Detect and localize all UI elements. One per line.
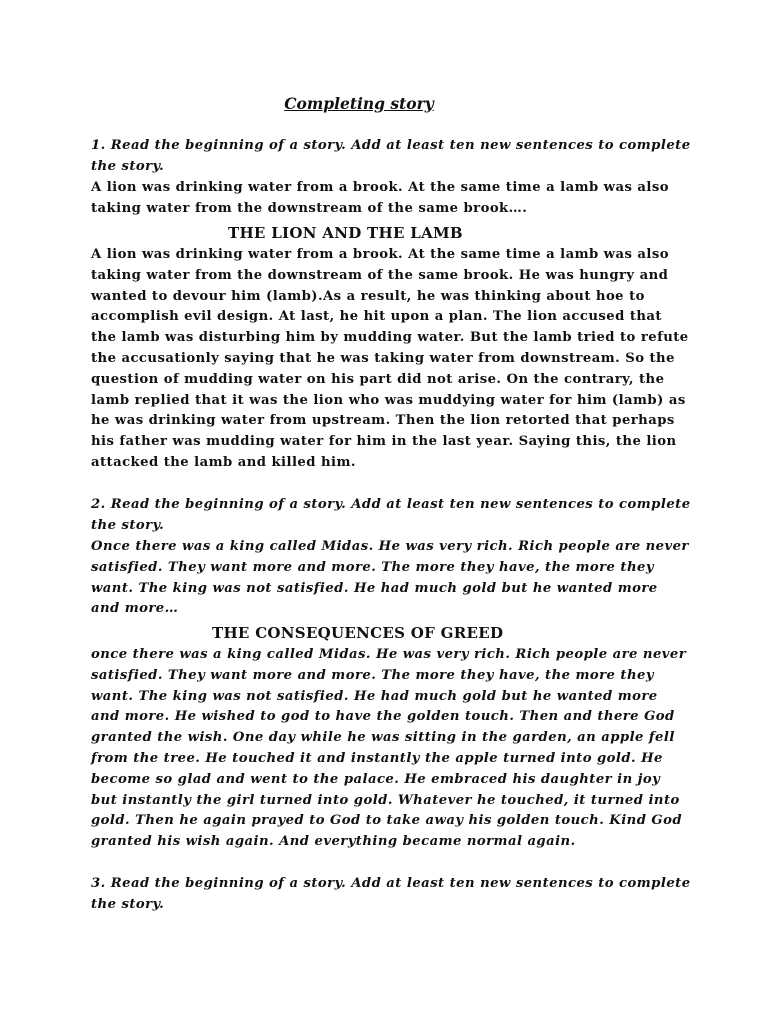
section-2-story: once there was a king called Midas. He was very rich. Rich people are never satisfied. They want more and more. The more they have, the more they want. The king was not satisfied. He had much gold but he wanted more and more. He wished to god to have the golden touch. Then and there God granted the wish. One day while he was sitting in the garden, an apple fell from the tree. He touched it and instantly the apple turned into gold. He become so glad and went to the palace. He embraced his daughter in joy but instantly the girl turned into gold. Whatever he touched, it turned into gold. Then he again prayed to God to take away his golden touch. Kind God granted his wish again. And everything became normal again. <box>91 647 687 850</box>
page-title: Completing story <box>284 94 434 113</box>
section-1-story: A lion was drinking water from a brook. At the same time a lamb was also taking water from the downstream of the same brook. He was hungry and wanted to devour him (lamb).As a result, he was thinking about hoe to accomplish evil design. At last, he hit upon a plan. The lion accused that the lamb was disturbing him by mudding water. But the lamb tried to refute the accusationly saying that he was taking water from downstream. So the question of mudding water on his part did not arise. On the contrary, the lamb replied that it was the lion who was muddying water for him (lamb) as he was drinking water from upstream. Then the lion retorted that perhaps his father was mudding water for him in the last year. Saying this, the lion attacked the lamb and killed him. <box>91 247 689 470</box>
section-3-instruction: 3. Read the beginning of a story. Add at least ten new sentences to complete the story. <box>91 876 691 912</box>
section-2-instruction: 2. Read the beginning of a story. Add at least ten new sentences to complete the story. <box>91 497 691 533</box>
section-1-instruction: 1. Read the beginning of a story. Add at least ten new sentences to complete the story. <box>91 138 691 174</box>
section-2-story-title: THE CONSEQUENCES OF GREED <box>212 624 504 642</box>
section-1-prompt: A lion was drinking water from a brook. At the same time a lamb was also taking water from the downstream of the same brook…. <box>91 180 669 216</box>
section-1-story-title: THE LION AND THE LAMB <box>228 224 463 242</box>
section-2-prompt: Once there was a king called Midas. He was very rich. Rich people are never satisfied. They want more and more. The more they have, the more they want. The king was not satisfied. He had much gold but he wanted more and more… <box>91 539 689 617</box>
